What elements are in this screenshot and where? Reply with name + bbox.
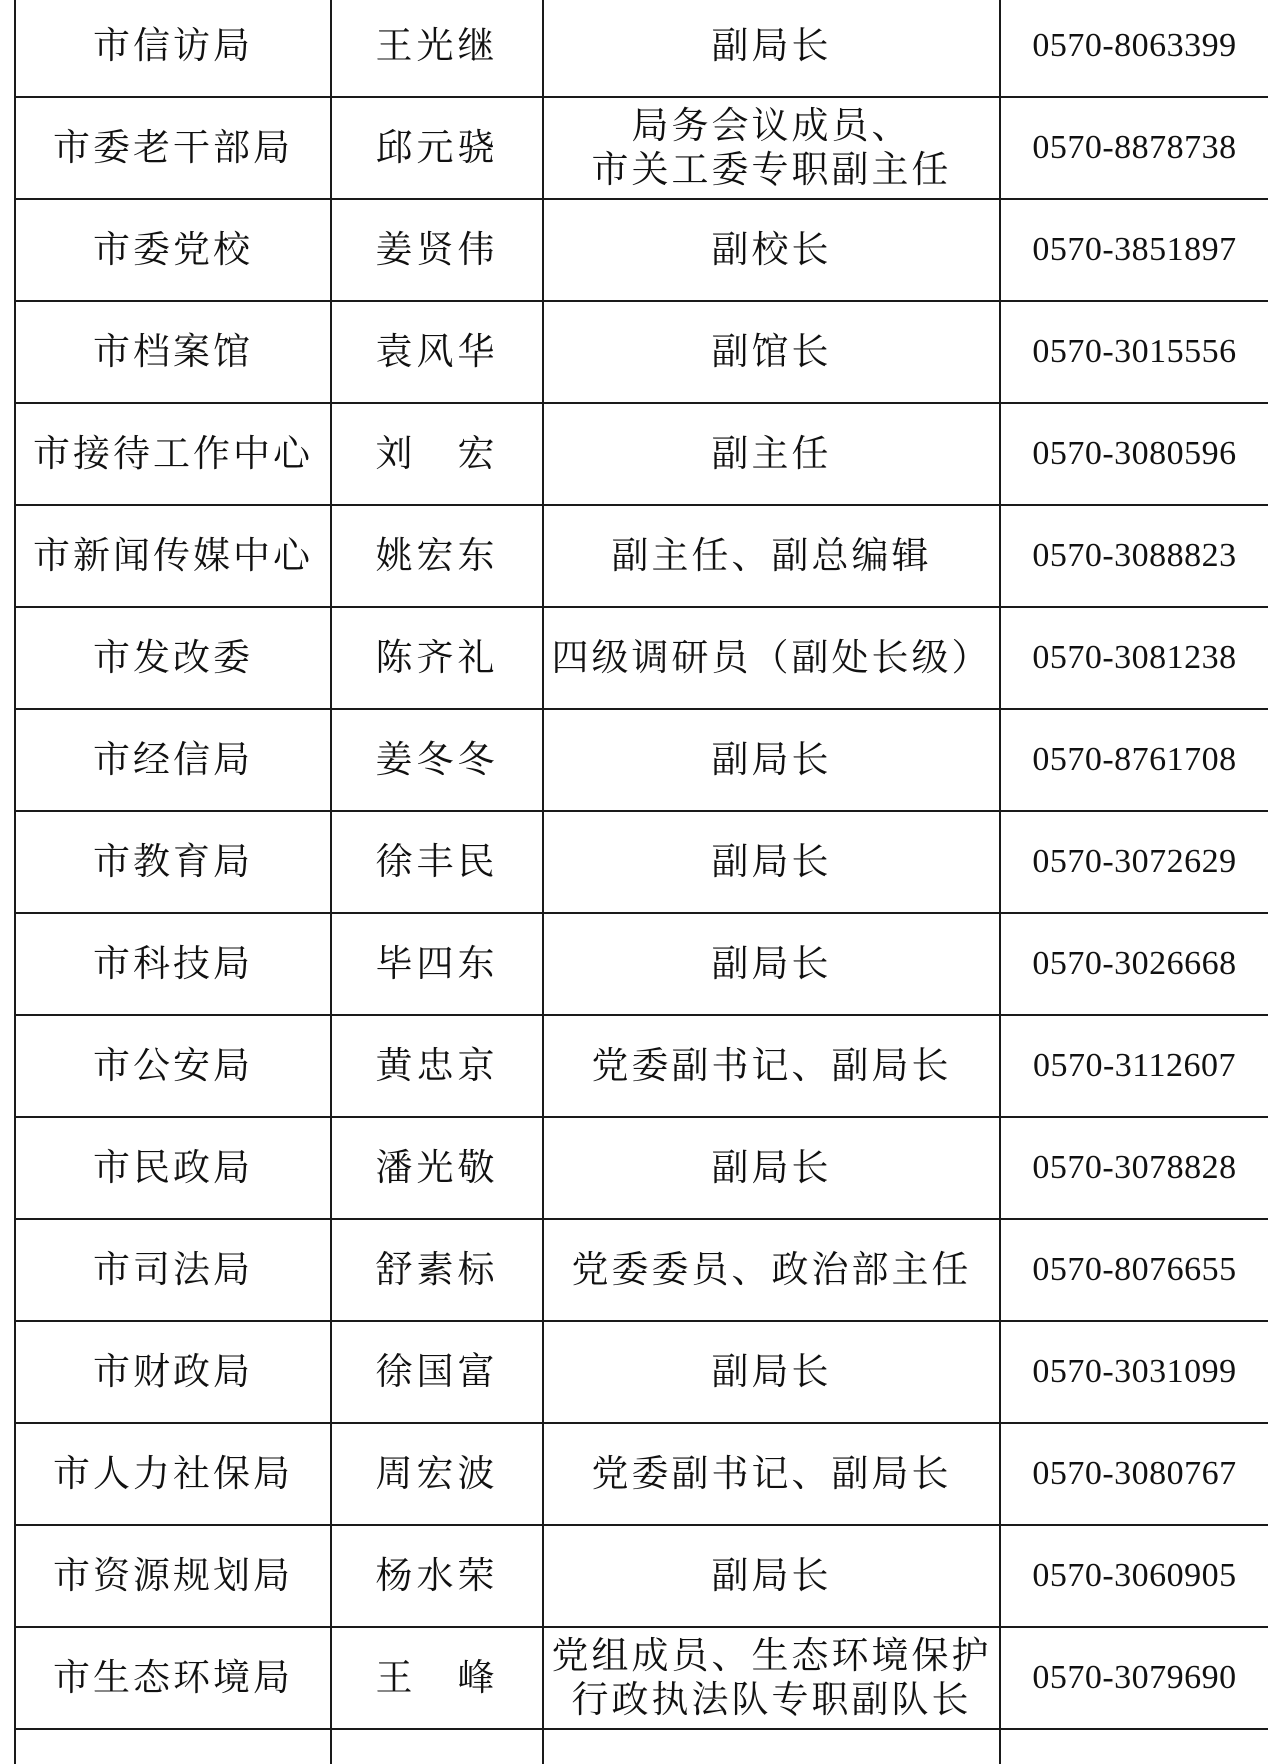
phone-cell: 0570-8761708 bbox=[1000, 709, 1268, 811]
phone-cell: 0570-3080767 bbox=[1000, 1423, 1268, 1525]
unit-cell: 市司法局 bbox=[15, 1219, 331, 1321]
phone-cell: 0570-8878738 bbox=[1000, 97, 1268, 199]
person-name-cell: 周宏波 bbox=[331, 1423, 543, 1525]
position-cell: 副主任 bbox=[543, 403, 1000, 505]
table-row bbox=[15, 811, 1268, 913]
phone-cell: 0570-3060905 bbox=[1000, 1525, 1268, 1627]
person-name-cell: 徐国富 bbox=[331, 1321, 543, 1423]
position-cell: 副局长 bbox=[543, 1525, 1000, 1627]
table-row bbox=[15, 97, 1268, 199]
document-page bbox=[14, 0, 1268, 1764]
phone-cell: 0570-3079690 bbox=[1000, 1627, 1268, 1729]
person-name-cell: 王光继 bbox=[331, 0, 543, 97]
table-row bbox=[15, 1729, 1268, 1764]
position-cell: 副局长 bbox=[543, 811, 1000, 913]
position-cell: 党委委员、政治部主任 bbox=[543, 1219, 1000, 1321]
phone-cell: 0570-3026668 bbox=[1000, 913, 1268, 1015]
phone-cell: 0570-8076655 bbox=[1000, 1219, 1268, 1321]
phone-cell: 0570-3088823 bbox=[1000, 505, 1268, 607]
position-cell: 党组成员、生态环境保护 行政执法队专职副队长 bbox=[543, 1627, 1000, 1729]
unit-cell: 市公安局 bbox=[15, 1015, 331, 1117]
unit-cell: 市民政局 bbox=[15, 1117, 331, 1219]
position-cell: 副局长 bbox=[543, 0, 1000, 97]
table-row bbox=[15, 403, 1268, 505]
contact-table bbox=[14, 0, 1268, 1764]
person-name-cell: 徐丰民 bbox=[331, 811, 543, 913]
person-name-cell: 舒素标 bbox=[331, 1219, 543, 1321]
table-row bbox=[15, 1627, 1268, 1729]
unit-cell: 市发改委 bbox=[15, 607, 331, 709]
unit-cell: 市新闻传媒中心 bbox=[15, 505, 331, 607]
phone-cell: 0570-3015556 bbox=[1000, 301, 1268, 403]
table-row bbox=[15, 1117, 1268, 1219]
phone-cell: 0570-3078828 bbox=[1000, 1117, 1268, 1219]
unit-cell: 市委党校 bbox=[15, 199, 331, 301]
person-name-cell: 毕四东 bbox=[331, 913, 543, 1015]
table-row bbox=[15, 0, 1268, 97]
position-cell: 党委副书记、副局长 bbox=[543, 1423, 1000, 1525]
phone-cell: 0570-3072629 bbox=[1000, 811, 1268, 913]
position-cell: 副校长 bbox=[543, 199, 1000, 301]
position-cell: 副局长 bbox=[543, 1321, 1000, 1423]
table-row bbox=[15, 505, 1268, 607]
unit-cell: 市经信局 bbox=[15, 709, 331, 811]
position-cell: 副局长 bbox=[543, 1117, 1000, 1219]
person-name-cell: 王 峰 bbox=[331, 1627, 543, 1729]
table-row bbox=[15, 913, 1268, 1015]
table-row bbox=[15, 199, 1268, 301]
person-name-cell: 陈齐礼 bbox=[331, 607, 543, 709]
person-name-cell: 袁风华 bbox=[331, 301, 543, 403]
position-cell: 副主任、副总编辑 bbox=[543, 505, 1000, 607]
table-row bbox=[15, 1321, 1268, 1423]
unit-cell: 市资源规划局 bbox=[15, 1525, 331, 1627]
unit-cell: 市信访局 bbox=[15, 0, 331, 97]
position-cell bbox=[543, 1729, 1000, 1764]
position-cell: 副馆长 bbox=[543, 301, 1000, 403]
phone-cell: 0570-3112607 bbox=[1000, 1015, 1268, 1117]
position-cell: 四级调研员（副处长级） bbox=[543, 607, 1000, 709]
person-name-cell: 杨水荣 bbox=[331, 1525, 543, 1627]
table-row bbox=[15, 1219, 1268, 1321]
person-name-cell bbox=[331, 1729, 543, 1764]
table-row bbox=[15, 1015, 1268, 1117]
table-row bbox=[15, 301, 1268, 403]
person-name-cell: 潘光敬 bbox=[331, 1117, 543, 1219]
unit-cell: 市接待工作中心 bbox=[15, 403, 331, 505]
person-name-cell: 姜贤伟 bbox=[331, 199, 543, 301]
person-name-cell: 邱元骁 bbox=[331, 97, 543, 199]
position-cell: 副局长 bbox=[543, 913, 1000, 1015]
table-row bbox=[15, 709, 1268, 811]
position-cell: 党委副书记、副局长 bbox=[543, 1015, 1000, 1117]
unit-cell: 市人力社保局 bbox=[15, 1423, 331, 1525]
person-name-cell: 姜冬冬 bbox=[331, 709, 543, 811]
phone-cell: 0570-3080596 bbox=[1000, 403, 1268, 505]
unit-cell: 市生态环境局 bbox=[15, 1627, 331, 1729]
person-name-cell: 黄忠京 bbox=[331, 1015, 543, 1117]
table-row bbox=[15, 1423, 1268, 1525]
unit-cell: 市教育局 bbox=[15, 811, 331, 913]
position-cell: 副局长 bbox=[543, 709, 1000, 811]
position-cell: 局务会议成员、 市关工委专职副主任 bbox=[543, 97, 1000, 199]
phone-cell: 0570-3851897 bbox=[1000, 199, 1268, 301]
unit-cell bbox=[15, 1729, 331, 1764]
unit-cell: 市委老干部局 bbox=[15, 97, 331, 199]
phone-cell: 0570-3031099 bbox=[1000, 1321, 1268, 1423]
phone-cell: 0570-8063399 bbox=[1000, 0, 1268, 97]
person-name-cell: 姚宏东 bbox=[331, 505, 543, 607]
table-row bbox=[15, 607, 1268, 709]
table-row bbox=[15, 1525, 1268, 1627]
unit-cell: 市科技局 bbox=[15, 913, 331, 1015]
person-name-cell: 刘 宏 bbox=[331, 403, 543, 505]
phone-cell bbox=[1000, 1729, 1268, 1764]
phone-cell: 0570-3081238 bbox=[1000, 607, 1268, 709]
unit-cell: 市财政局 bbox=[15, 1321, 331, 1423]
contact-table-body bbox=[15, 0, 1268, 1764]
unit-cell: 市档案馆 bbox=[15, 301, 331, 403]
